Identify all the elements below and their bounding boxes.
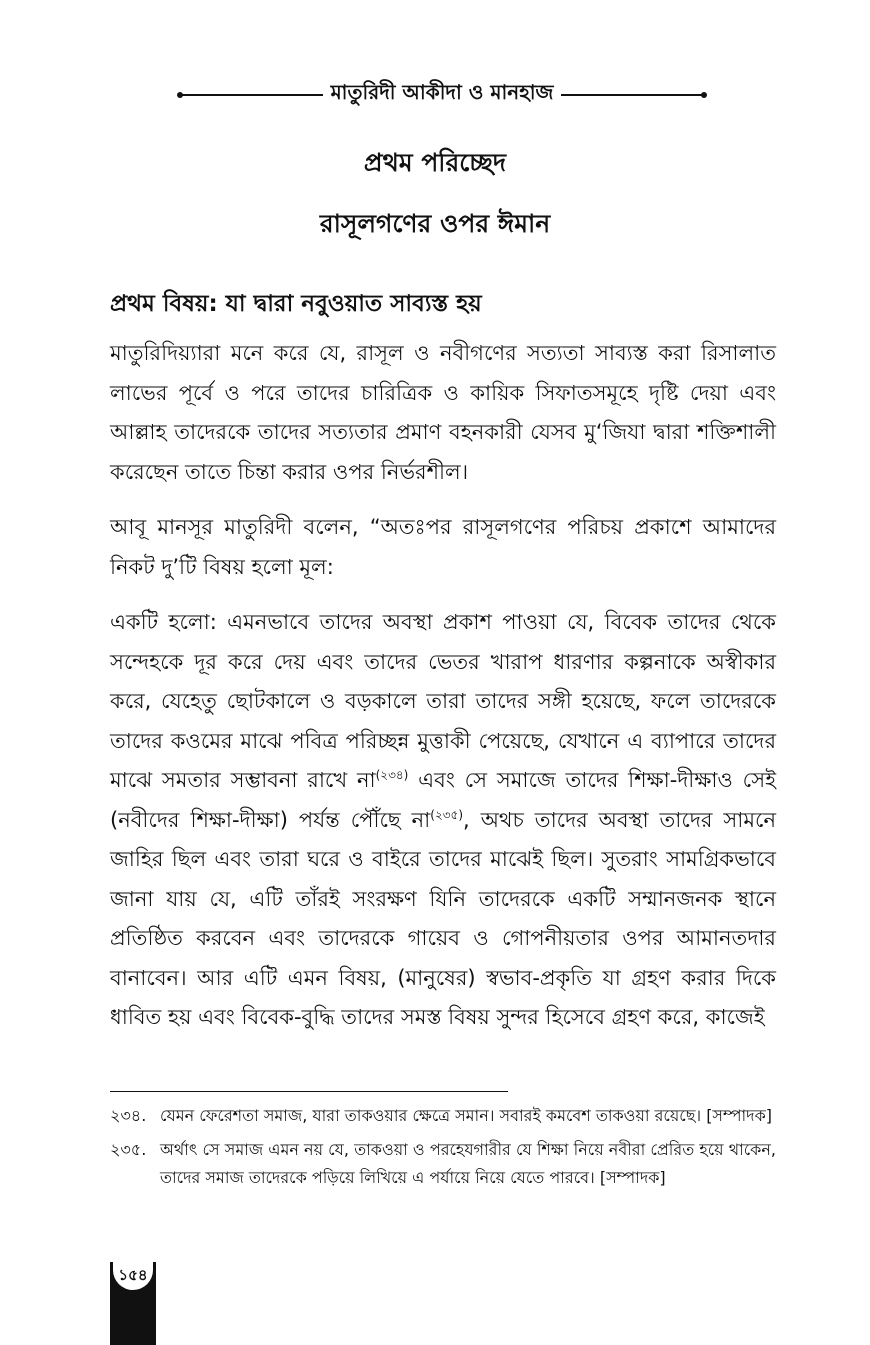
footnote-number: ২৩৫.	[110, 1140, 147, 1159]
page-number: ১৫৪	[113, 1262, 153, 1290]
footnote-234	[110, 1102, 776, 1130]
footnote-text: অর্থাৎ সে সমাজ এমন নয় যে, তাকওয়া ও পরহেযগারীর যে শিক্ষা নিয়ে নবীরা প্রেরিত হয়ে থাকেন, তাদের সমাজ তাদেরকে পড়িয়ে লিখিয়ে এ পর্যায়ে নিয়ে যেতে পারবে। [সম্পাদক]	[160, 1140, 776, 1187]
paragraph-1: মাতুরিদিয়্যারা মনে করে যে, রাসূল ও নবীগণের সত্যতা সাব্যস্ত করা রিসালাত লাভের পূর্বে ও পরে তাদের চারিত্রিক ও কায়িক সিফাতসমূহে দৃষ্টি দেয়া এবং আল্লাহ তাদেরকে তাদের সত্যতার প্রমাণ বহনকারী যেসব মু‘জিযা দ্বারা শক্তিশালী করেছেন তাতে চিন্তা করার ওপর নির্ভরশীল।	[110, 341, 776, 484]
footnote-235	[110, 1136, 776, 1192]
footnote-ref-234[interactable]: (২৩৪)	[375, 768, 409, 782]
header-rule-left	[180, 94, 323, 96]
footnote-divider	[110, 1091, 508, 1092]
footnotes	[110, 1102, 776, 1198]
footnote-ref-235[interactable]: (২৩৫)	[430, 807, 464, 822]
chapter-title: প্রথম পরিচ্ছেদ	[363, 148, 507, 177]
paragraph-2: আবূ মানসূর মাতুরিদী বলেন, “অতঃপর রাসূলগণের পরিচয় প্রকাশে আমাদের নিকট দু’টি বিষয় হলো মূল:	[110, 515, 776, 579]
running-header	[180, 78, 704, 111]
section-heading: প্রথম বিষয়: যা দ্বারা নবুওয়াত সাব্যস্ত হয়	[110, 291, 482, 317]
paragraph-3-part-a: একটি হলো: এমনভাবে তাদের অবস্থা প্রকাশ পাওয়া যে, বিবেক তাদের থেকে সন্দেহকে দূর করে দেয় এবং তাদের ভেতর খারাপ ধারণার কল্পনাকে অস্বীকার করে, যেহেতু ছোটকালে ও বড়কালে তারা তাদের সঙ্গী হয়েছে, ফলে তাদেরকে তাদের কওমের মাঝে পবিত্র পরিচ্ছন্ন মুত্তাকী পেয়েছে, যেখানে এ ব্যাপারে তাদের মাঝে সমতার সম্ভাবনা রাখে না	[110, 610, 776, 792]
running-title: মাতুরিদী আকীদা ও মানহাজ	[330, 80, 554, 104]
footnote-number: ২৩৪.	[110, 1106, 147, 1125]
page-number-tab	[110, 1262, 156, 1345]
paragraph-3	[110, 603, 776, 1038]
paragraph-3-part-b: এবং সে সমাজে তাদের শিক্ষা-দীক্ষাও সেই (নবীদের শিক্ষা-দীক্ষা) পর্যন্ত পৌঁছে না	[110, 768, 776, 832]
footnote-text: যেমন ফেরেশতা সমাজ, যারা তাকওয়ার ক্ষেত্রে সমান। সবারই কমবেশ তাকওয়া রয়েছে। [সম্পাদক]	[160, 1106, 773, 1125]
body-text	[110, 334, 776, 1054]
chapter-subtitle: রাসূলগণের ওপর ঈমান	[319, 209, 551, 238]
header-rule-right	[561, 94, 704, 96]
paragraph-3-part-c: , অথচ তাদের অবস্থা তাদের সামনে জাহির ছিল এবং তারা ঘরে ও বাইরে তাদের মাঝেই ছিল। সুতরাং সামগ্রিকভাবে জানা যায় যে, এটি তাঁরই সংরক্ষণ যিনি তাদেরকে একটি সম্মানজনক স্থানে প্রতিষ্ঠিত করবেন এবং তাদেরকে গায়েব ও গোপনীয়তার ওপর আমানতদার বানাবেন। আর এটি এমন বিষয়, (মানুষের) স্বভাব-প্রকৃতি যা গ্রহণ করার দিকে ধাবিত হয় এবং বিবেক-বুদ্ধি তাদের সমস্ত বিষয় সুন্দর হিসেবে গ্রহণ করে, কাজেই	[110, 807, 776, 1029]
